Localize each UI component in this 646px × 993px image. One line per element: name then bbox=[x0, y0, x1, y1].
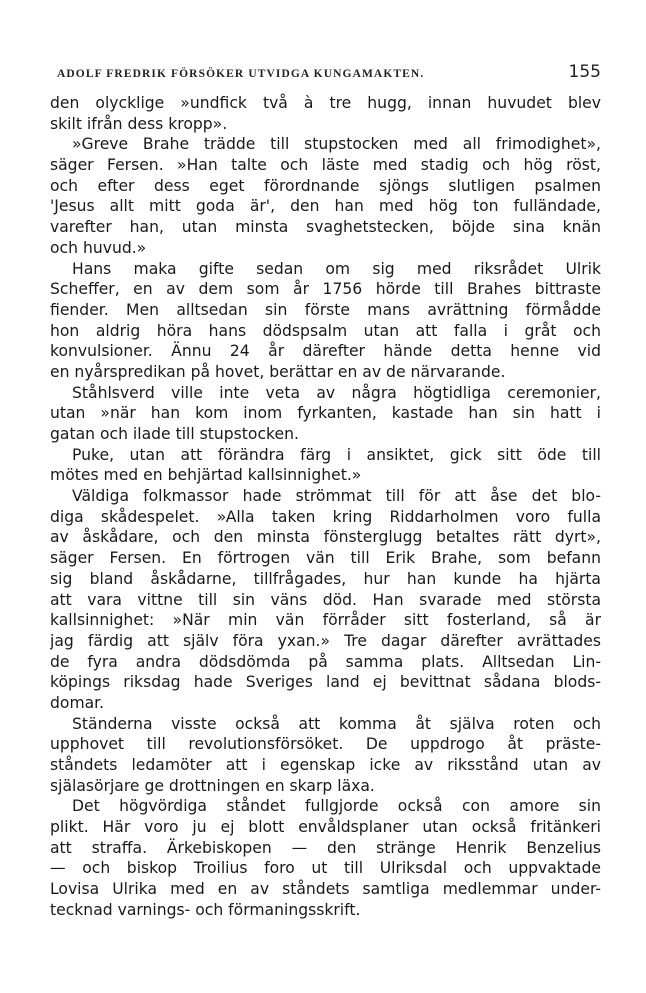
text-line: Scheffer, en av dem som år 1756 hörde till Brahes bittraste bbox=[50, 280, 601, 299]
text-line: sig bland åskådarne, tillfrågades, hur han kunde ha hjärta bbox=[50, 569, 601, 588]
text-line: upphovet till revolutionsförsöket. De uppdrogo åt präste- bbox=[50, 735, 601, 754]
text-line: av åskådare, och den minsta fönsterglugg betaltes rätt dyrt», bbox=[50, 528, 601, 547]
body-text bbox=[50, 93, 601, 921]
text-line: varefter han, utan minsta svaghetstecken, böjde sina knän bbox=[50, 218, 601, 237]
running-header bbox=[50, 62, 601, 82]
text-line: diga skådespelet. »Alla taken kring Riddarholmen voro fulla bbox=[50, 507, 601, 526]
text-line: de fyra andra dödsdömda på samma plats. Alltsedan Lin- bbox=[50, 652, 601, 671]
text-line: Ståhlsverd ville inte veta av några högtidliga ceremonier, bbox=[72, 383, 601, 402]
text-line: säger Fersen. »Han talte och läste med stadig och hög röst, bbox=[50, 156, 601, 175]
text-line: »Greve Brahe trädde till stupstocken med all frimodighet», bbox=[72, 135, 601, 154]
text-line: köpings riksdag hade Sveriges land ej bevittnat sådana blods- bbox=[50, 673, 601, 692]
text-line: domar. bbox=[50, 693, 105, 712]
text-line: Puke, utan att förändra färg i ansiktet, gick sitt öde till bbox=[72, 445, 601, 464]
text-line: kallsinnighet: »När min vän förråder sitt fosterland, så är bbox=[50, 611, 601, 630]
text-line: Väldiga folkmassor hade strömmat till för att åse det blo- bbox=[72, 487, 601, 506]
text-line: mötes med en behjärtad kallsinnighet.» bbox=[50, 466, 362, 485]
text-line: att straffa. Ärkebiskopen — den stränge Henrik Benzelius bbox=[50, 838, 601, 857]
text-line: själasörjare ge drottningen en skarp läxa. bbox=[50, 776, 375, 795]
text-line: Lovisa Ulrika med en av ståndets samtliga medlemmar under- bbox=[50, 880, 601, 899]
text-line: jag färdig att själv föra yxan.» Tre dagar därefter avrättades bbox=[50, 631, 601, 650]
text-line: och efter dess eget förordnande sjöngs slutligen psalmen bbox=[50, 176, 601, 195]
text-line: den olycklige »undfick två à tre hugg, innan huvudet blev bbox=[50, 94, 601, 112]
text-line: — och biskop Troilius foro ut till Ulriksdal och uppvaktade bbox=[50, 859, 601, 878]
book-page bbox=[50, 0, 601, 993]
text-line: plikt. Här voro ju ej blott envåldsplaner utan också fritänkeri bbox=[50, 818, 601, 837]
text-line: säger Fersen. En förtrogen vän till Erik Brahe, som befann bbox=[50, 549, 601, 568]
text-line: utan »när han kom inom fyrkanten, kastade han sin hatt i bbox=[50, 404, 601, 423]
text-line: konvulsioner. Ännu 24 år därefter hände detta henne vid bbox=[50, 342, 601, 361]
page-number: 155 bbox=[568, 62, 601, 82]
text-line: fiender. Men alltsedan sin förste mans avrättning förmådde bbox=[50, 300, 601, 319]
text-line: 'Jesus allt mitt goda är', den han med hög ton fulländade, bbox=[50, 197, 601, 216]
text-line: hon aldrig höra hans dödspsalm utan att falla i gråt och bbox=[50, 321, 601, 340]
text-line: en nyårspredikan på hovet, berättar en av de närvarande. bbox=[50, 362, 506, 381]
text-line: Ständerna visste också att komma åt själva roten och bbox=[72, 714, 601, 733]
text-line: Hans maka gifte sedan om sig med riksrådet Ulrik bbox=[72, 259, 601, 278]
text-line: och huvud.» bbox=[50, 238, 147, 257]
text-line: Det högvördiga ståndet fullgjorde också con amore sin bbox=[72, 797, 601, 816]
text-line: tecknad varnings- och förmaningsskrift. bbox=[50, 900, 361, 919]
running-title: ADOLF FREDRIK FÖRSÖKER UTVIDGA KUNGAMAKTEN. bbox=[57, 68, 425, 80]
text-line: skilt ifrån dess kropp». bbox=[50, 114, 228, 133]
text-line: gatan och ilade till stupstocken. bbox=[50, 425, 299, 443]
text-line: ståndets ledamöter att i egenskap icke av riksstånd utan av bbox=[50, 756, 601, 774]
text-line: att vara vittne till sin väns död. Han svarade med största bbox=[50, 590, 601, 609]
